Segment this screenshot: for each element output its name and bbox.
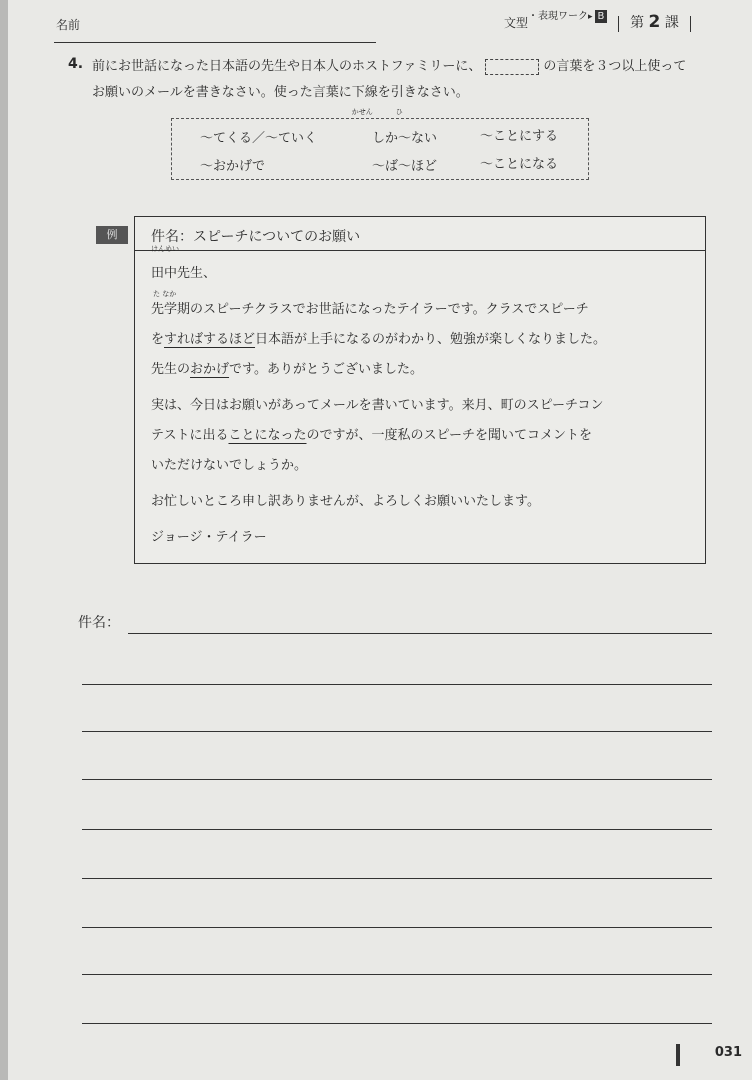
expression-word-box xyxy=(171,118,589,180)
section-badge: B xyxy=(595,10,608,23)
dashed-box-icon xyxy=(485,59,539,75)
answer-line[interactable] xyxy=(82,878,712,879)
category-grammar: 文型 xyxy=(504,16,529,30)
underlined-expression: すればするほど xyxy=(164,332,256,347)
word-item: ～てくる／～ていく xyxy=(200,131,318,146)
answer-line[interactable] xyxy=(82,974,712,975)
example-greeting: 田中先生、 た なか xyxy=(151,266,217,298)
word-item: ～ことになる xyxy=(480,157,559,172)
underlined-expression: おかげ xyxy=(190,362,230,377)
answer-subject-label: 件名： xyxy=(78,615,120,631)
example-tag: 例 xyxy=(96,226,128,244)
example-paragraph: 先学期のスピーチクラスでお世話になったテイラーです。クラスでスピーチ xyxy=(151,302,589,317)
header-divider-right xyxy=(690,16,691,32)
answer-line[interactable] xyxy=(82,731,712,732)
page-marker xyxy=(676,1044,680,1066)
answer-line[interactable] xyxy=(82,779,712,780)
answer-subject-line[interactable] xyxy=(128,633,712,634)
example-signature: ジョージ・テイラー xyxy=(151,530,267,545)
page-number: 031 xyxy=(714,1045,742,1060)
word-item: ～おかげで xyxy=(200,159,266,174)
word-item: しか～ない xyxy=(372,131,438,146)
example-email xyxy=(134,216,706,564)
question-text: 前にお世話になった日本語の先生や日本人のホストファミリーに、 の言葉を３つ以上使って お願いのメールを書きなさい。使った言葉に かせん 下線を ひ 引きなさい。 xyxy=(92,59,687,116)
lesson-label: 第 2 課 xyxy=(630,12,679,32)
category-expression-work: 表現ワーク xyxy=(538,11,589,22)
example-subject-row xyxy=(135,217,705,251)
answer-line[interactable] xyxy=(82,684,712,685)
question-number: 4. xyxy=(68,56,84,72)
example-body: 田中先生、 た なか 先学期のスピーチクラスでお世話になったテイラーです。クラスでスピーチ をすればするほど日本語が上手になるのがわかり、勉強が楽しくなりました。 先生のおかげです。ありがとうございました。 実は、今日はお願いがあってメールを書いています。来月、町のスピーチコン テストに出ることになったのですが、一度私のスピーチを聞いてコメントを いただけないでしょうか。 お忙しいところ申し訳ありませんが、よろしくお願いいたします。 ジョージ・テイラー xyxy=(151,259,696,553)
underlined-expression: ことになった xyxy=(228,428,307,443)
lesson-header: 文型$^{・表現ワーク▸}$ B 第 2 課 xyxy=(504,12,698,32)
word-item: ～ば～ほど xyxy=(372,159,438,174)
answer-line[interactable] xyxy=(82,1023,712,1024)
example-closing: お忙しいところ申し訳ありませんが、よろしくお願いいたします。 xyxy=(151,494,540,509)
workbook-page xyxy=(8,0,752,1080)
example-subject: 件名：スピーチについてのお願い けんめい xyxy=(151,229,361,253)
name-label: 名前 xyxy=(56,18,81,32)
word-item: ～ことにする xyxy=(480,129,559,144)
answer-line[interactable] xyxy=(82,829,712,830)
example-paragraph: 実は、今日はお願いがあってメールを書いています。来月、町のスピーチコン xyxy=(151,398,604,413)
answer-line[interactable] xyxy=(82,927,712,928)
header-divider xyxy=(618,16,619,32)
name-field-line[interactable] xyxy=(54,42,376,43)
